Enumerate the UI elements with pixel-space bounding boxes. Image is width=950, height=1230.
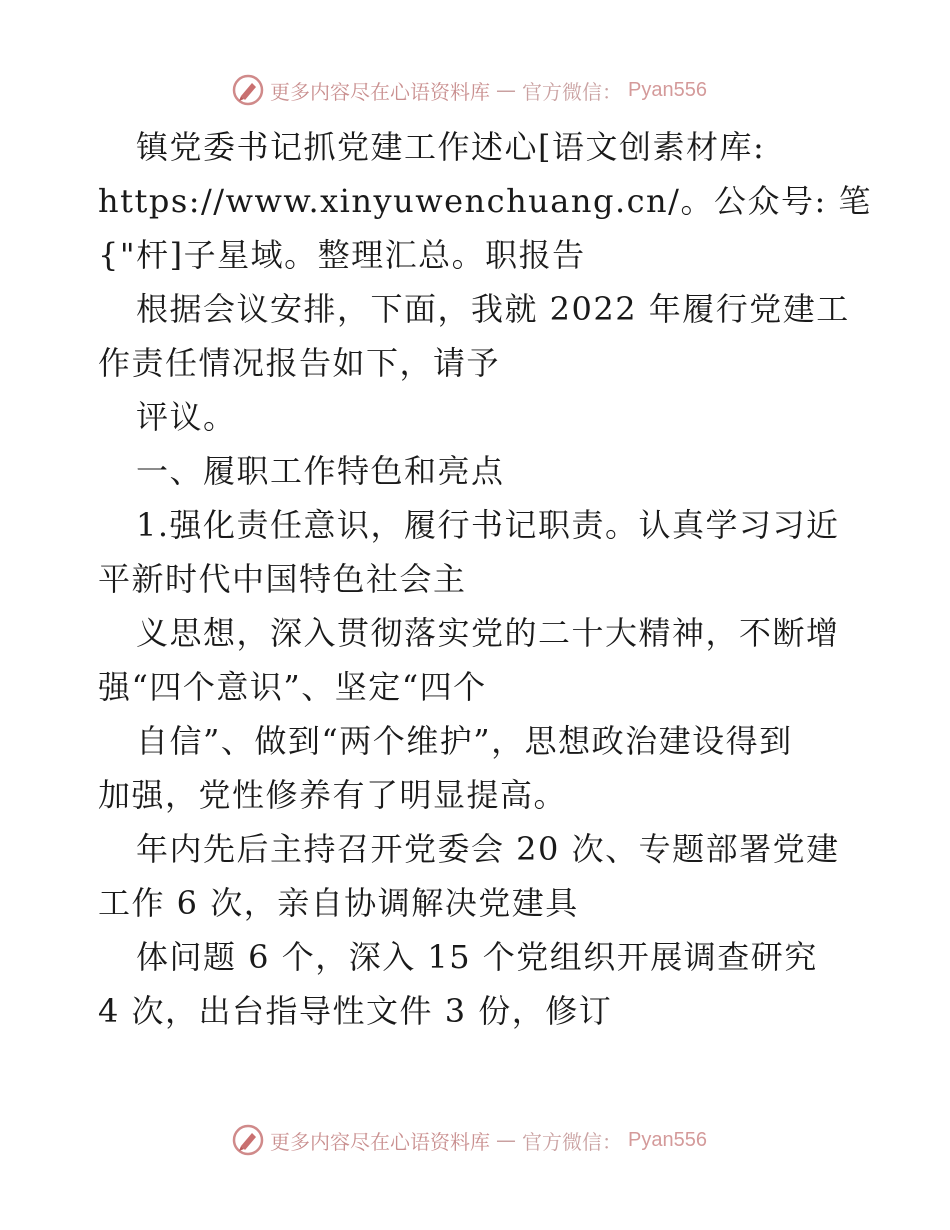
watermark-wechat-id: Pyan556 xyxy=(628,78,707,101)
text-line: 强“四个意识”、坚定“四个 xyxy=(98,668,487,706)
watermark-banner-top xyxy=(232,72,707,108)
watermark-text: 更多内容尽在心语资料库 xyxy=(270,79,490,104)
text-line: {"杆]子星域。整理汇总。职报告 xyxy=(98,236,586,274)
pen-logo-icon xyxy=(232,74,264,106)
pen-logo-icon xyxy=(232,1124,264,1156)
watermark-separator: — xyxy=(496,78,516,102)
watermark-banner-bottom xyxy=(232,1122,707,1158)
watermark-wechat-id: Pyan556 xyxy=(628,1128,707,1151)
text-line: 义思想，深入贯彻落实党的二十大精神，不断增 xyxy=(136,614,840,652)
text-line: 根据会议安排，下面，我就 2022 年履行党建工 xyxy=(136,290,850,328)
document-body xyxy=(98,120,872,1038)
watermark-text: 更多内容尽在心语资料库 xyxy=(270,1129,490,1154)
watermark-wechat-label: 官方微信： xyxy=(522,79,622,104)
text-line: 4 次，出台指导性文件 3 份，修订 xyxy=(98,992,613,1030)
text-line: 平新时代中国特色社会主 xyxy=(98,560,467,598)
watermark-wechat-label: 官方微信： xyxy=(522,1129,622,1154)
text-line: 自信”、做到“两个维护”，思想政治建设得到 xyxy=(136,722,793,760)
text-line: 作责任情况报告如下，请予 xyxy=(98,344,501,382)
text-line: 工作 6 次，亲自协调解决党建具 xyxy=(98,884,579,922)
text-line: 体问题 6 个，深入 15 个党组织开展调查研究 xyxy=(136,938,818,976)
text-line: 加强，党性修养有了明显提高。 xyxy=(98,776,568,814)
text-line: 年内先后主持召开党委会 20 次、专题部署党建 xyxy=(136,830,840,868)
text-line: 评议。 xyxy=(136,398,237,436)
section-heading: 一、履职工作特色和亮点 xyxy=(136,452,505,490)
text-line: 1.强化责任意识，履行书记职责。认真学习习近 xyxy=(136,506,840,544)
watermark-separator: — xyxy=(496,1128,516,1152)
text-line: 镇党委书记抓党建工作述心[语文创素材库: xyxy=(136,128,766,166)
text-line: https://www.xinyuwenchuang.cn/。公众号: 笔 xyxy=(98,182,872,220)
